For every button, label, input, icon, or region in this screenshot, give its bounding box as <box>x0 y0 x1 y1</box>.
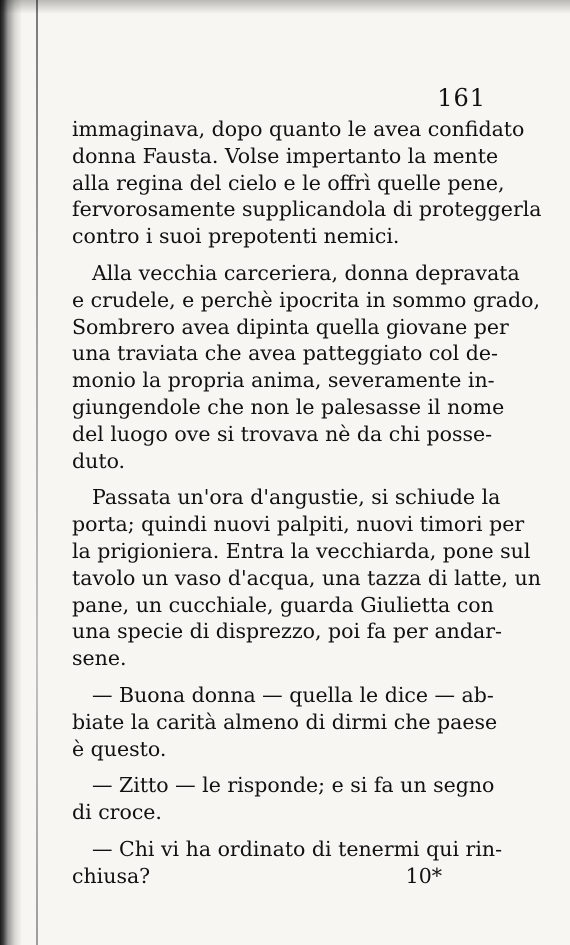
text-line: di croce. <box>72 800 162 825</box>
paragraph-5 <box>72 772 495 826</box>
text-line: sene. <box>72 646 127 671</box>
page-number: 161 <box>437 84 486 112</box>
binding-shadow <box>0 0 22 945</box>
text-line: contro i suoi prepotenti nemici. <box>72 224 400 249</box>
text-line: è questo. <box>72 736 167 761</box>
top-edge-shadow <box>0 0 570 14</box>
text-line: la prigioniera. Entra la vecchiarda, pone sul <box>72 538 531 563</box>
text-line: una traviata che avea patteggiato col de- <box>72 341 498 366</box>
paragraph-2 <box>72 260 540 474</box>
text-line: fervorosamente supplicandola di proteggerla <box>72 197 542 222</box>
paragraph-4 <box>72 682 498 762</box>
text-line: porta; quindi nuovi palpiti, nuovi timori per <box>72 512 525 537</box>
text-line: Passata un'ora d'angustie, si schiude la <box>92 485 501 510</box>
text-line: duto. <box>72 448 126 473</box>
text-line: monio la propria anima, severamente in- <box>72 368 495 393</box>
binding-edge-line <box>36 0 38 945</box>
text-line: — Chi vi ha ordinato di tenermi qui rin- <box>92 836 503 861</box>
text-line: — Zitto — le risponde; e si fa un segno <box>92 773 495 798</box>
text-line: Sombrero avea dipinta quella giovane per <box>72 314 509 339</box>
text-line: chiusa? <box>72 863 151 888</box>
paragraph-1 <box>72 116 542 250</box>
text-line: e crudele, e perchè ipocrita in sommo grado, <box>72 287 540 312</box>
text-line: una specie di disprezzo, poi fa per andar- <box>72 619 502 644</box>
text-line: del luogo ove si trovava nè da chi posse- <box>72 421 493 446</box>
text-line: Alla vecchia carceriera, donna depravata <box>92 260 520 285</box>
text-line: immaginava, dopo quanto le avea confidato <box>72 117 525 141</box>
body-text <box>72 116 542 890</box>
final-line-row <box>72 863 486 890</box>
text-line: donna Fausta. Volse impertanto la mente <box>72 143 499 168</box>
text-line: giungendole che non le palesasse il nome <box>72 394 505 419</box>
text-line: pane, un cucchiale, guarda Giulietta con <box>72 592 494 617</box>
printer-signature-mark: 10* <box>405 863 442 888</box>
text-line: tavolo un vaso d'acqua, una tazza di latte, un <box>72 565 541 590</box>
paragraph-3 <box>72 484 541 672</box>
text-line: — Buona donna — quella le dice — ab- <box>92 682 494 707</box>
text-line: alla regina del cielo e le offrì quelle pene, <box>72 170 505 195</box>
paragraph-6 <box>72 836 503 890</box>
text-line: biate la carità almeno di dirmi che paese <box>72 709 498 734</box>
